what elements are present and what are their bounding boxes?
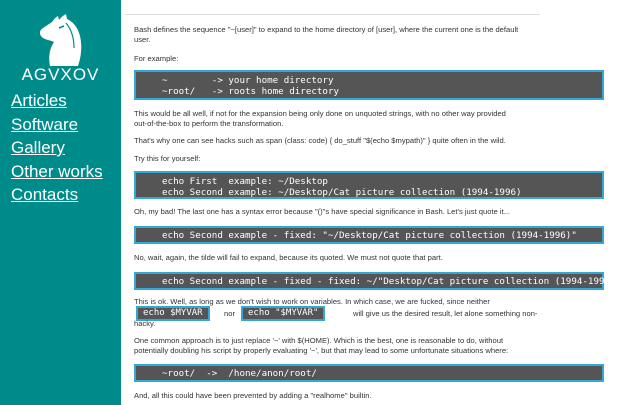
top-divider	[125, 14, 540, 15]
paragraph-intro-cont: user.	[134, 35, 151, 44]
nav-link-other-works[interactable]: Other works	[11, 161, 103, 181]
paragraph-intro: Bash defines the sequence "~[user]" to expand to the home directory of [user], where the current one is the default	[134, 25, 519, 34]
code-block-2	[134, 171, 604, 199]
paragraph-hacks: That's why one can see hacks such as span (class: code) { do_stuff "$(echo $mypath)" } quite often in the wild.	[134, 136, 506, 145]
nav-link-contacts[interactable]: Contacts	[11, 185, 79, 204]
paragraph-expansion-cont: out-of-the-box to perform the transformation.	[134, 119, 284, 128]
code-block-3	[134, 226, 604, 244]
code-line: echo First example: ~/Desktop	[162, 176, 328, 187]
text-nor: nor	[224, 309, 235, 318]
paragraph-variables: This is ok. Well, as long as we don't wish to work on variables. In which case, we are fucked, since neither	[134, 297, 490, 306]
code-line: echo Second example: ~/Desktop/Cat picture collection (1994-1996)	[162, 187, 522, 198]
nav-link-software[interactable]: Software	[11, 114, 79, 134]
nav-link-gallery[interactable]: Gallery	[11, 138, 65, 157]
code-block-5	[134, 364, 604, 382]
nav-link-articles[interactable]: Articles	[11, 91, 67, 110]
code-line: echo Second example - fixed: "~/Desktop/Cat picture collection (1994-1996)"	[162, 230, 577, 241]
sidebar	[0, 0, 121, 405]
code-line: ~root/ -> /hone/anon/root/	[162, 368, 317, 379]
paragraph-approach-cont: potentially doubling his script by properly evaluating '~', but that may lead to some unfortunate situations where:	[134, 346, 509, 355]
code-line: ~ -> your home directory	[162, 75, 334, 86]
code-block-1	[134, 70, 604, 100]
code-line: echo Second example - fixed - fixed: ~/"Desktop/Cat picture collection (1994-1996)"	[162, 276, 621, 287]
paragraph-hacky: hacky.	[134, 319, 156, 328]
site-name: AGVXOV	[21, 65, 100, 84]
inline-code-echo-var: echo $MYVAR	[136, 306, 210, 321]
text-desired-result: will give us the desired result, let alone something non-	[353, 309, 538, 318]
paragraph-syntax-error: Oh, my bad! The last one has a syntax error because "()"s have special significance in Bash. Let's just quote it...	[134, 207, 511, 216]
paragraph-approach: One common approach is to just replace '~' with $(HOME). Which is the best, one is reasonable to do, without	[134, 336, 504, 345]
paragraph-tilde: No, wait, again, the tilde will fail to expand, because its quoted. We must not quote that part.	[134, 253, 443, 262]
code-line: ~root/ -> roots home directory	[162, 86, 340, 97]
main-nav	[11, 89, 103, 207]
article-content	[125, 0, 621, 405]
inline-code-echo-quoted-var: echo "$MYVAR"	[241, 306, 325, 321]
code-block-4	[134, 272, 621, 290]
paragraph-try: Try this for yourself:	[134, 154, 201, 163]
paragraph-realhome: And, all this could have been prevented by adding a "realhome" builtin.	[134, 391, 372, 400]
paragraph-expansion: This would be all well, if not for the expansion being only done on unquoted strings, with no other way provided	[134, 109, 506, 118]
paragraph-for-example: For example:	[134, 54, 179, 63]
horse-head-icon[interactable]	[36, 14, 84, 66]
